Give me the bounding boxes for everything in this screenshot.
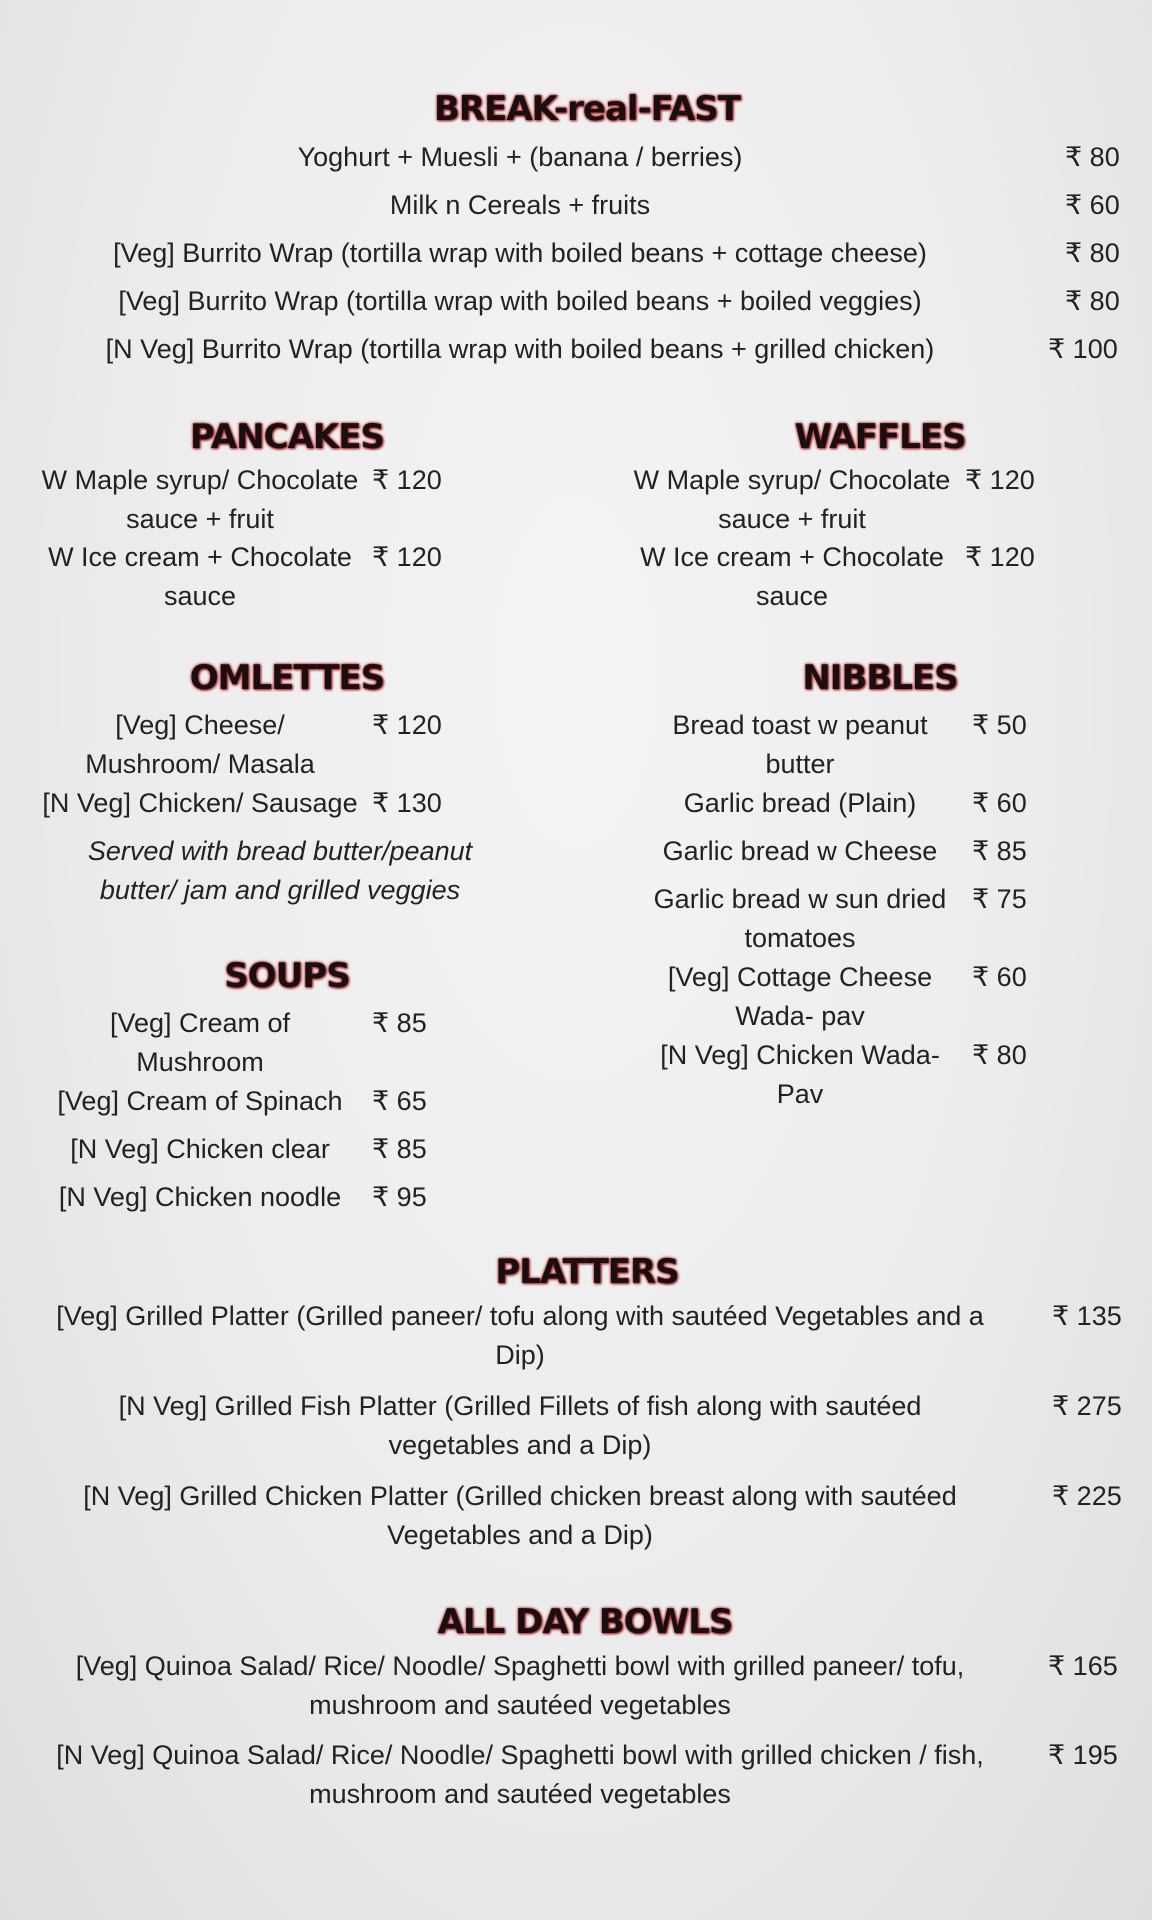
nibbles-item-name: [N Veg] Chicken Wada- Pav <box>660 1040 940 1109</box>
breakfast-item-name: [Veg] Burrito Wrap (tortilla wrap with boiled beans + boiled veggies) <box>118 286 922 316</box>
nibbles-item-name: [Veg] Cottage Cheese Wada- pav <box>667 962 933 1031</box>
nibbles-item-name: Garlic bread w sun dried tomatoes <box>653 884 947 953</box>
breakfast-item-name: Yoghurt + Muesli + (banana / berries) <box>297 142 743 172</box>
soups-item-price: ₹ 65 <box>372 1086 427 1116</box>
soups-item-price: ₹ 85 <box>372 1134 427 1164</box>
omlettes-item-price: ₹ 130 <box>372 788 442 818</box>
platters-item-name: [N Veg] Grilled Fish Platter (Grilled Fillets of fish along with sautéed vegetables and a Dip) <box>118 1391 922 1460</box>
breakfast-item-price: ₹ 80 <box>1065 238 1120 268</box>
nibbles-item-price: ₹ 80 <box>972 1040 1027 1070</box>
nibbles-item-price: ₹ 85 <box>972 836 1027 866</box>
pancakes-heading: PANCAKES <box>190 417 384 457</box>
soups-item-name: [N Veg] Chicken noodle <box>58 1182 342 1212</box>
breakfast-heading: BREAK-real-FAST <box>434 89 740 129</box>
waffles-item-price: ₹ 120 <box>965 465 1035 495</box>
pancakes-item-name: W Ice cream + Chocolate sauce <box>48 542 352 611</box>
soups-heading: SOUPS <box>224 956 350 996</box>
nibbles-item-name: Garlic bread (Plain) <box>683 788 917 818</box>
pancakes-item-price: ₹ 120 <box>372 465 442 495</box>
nibbles-heading: NIBBLES <box>802 658 958 698</box>
platters-item-price: ₹ 275 <box>1052 1391 1122 1421</box>
soups-item-price: ₹ 95 <box>372 1182 427 1212</box>
bowls-item-name: [N Veg] Quinoa Salad/ Rice/ Noodle/ Spaghetti bowl with grilled chicken / fish, mushroom and sautéed vegetables <box>56 1740 984 1809</box>
soups-item-price: ₹ 85 <box>372 1008 427 1038</box>
omlettes-heading: OMLETTES <box>189 658 385 698</box>
omlettes-item-name: [Veg] Cheese/ Mushroom/ Masala <box>85 710 315 779</box>
pancakes-item-name: W Maple syrup/ Chocolate sauce + fruit <box>41 465 359 534</box>
omlettes-note: Served with bread butter/peanut butter/ jam and grilled veggies <box>87 836 473 905</box>
platters-heading: PLATTERS <box>495 1252 679 1292</box>
nibbles-item-price: ₹ 50 <box>972 710 1027 740</box>
waffles-heading: WAFFLES <box>794 417 966 457</box>
waffles-item-name: W Ice cream + Chocolate sauce <box>640 542 944 611</box>
omlettes-item-name: [N Veg] Chicken/ Sausage <box>42 788 358 818</box>
breakfast-item-price: ₹ 60 <box>1065 190 1120 220</box>
nibbles-item-price: ₹ 60 <box>972 962 1027 992</box>
platters-item-name: [N Veg] Grilled Chicken Platter (Grilled chicken breast along with sautéed Vegetables and a Dip) <box>83 1481 957 1550</box>
soups-item-name: [Veg] Cream of Spinach <box>57 1086 343 1116</box>
bowls-item-price: ₹ 195 <box>1048 1740 1118 1770</box>
soups-item-name: [Veg] Cream of Mushroom <box>109 1008 291 1077</box>
pancakes-item-price: ₹ 120 <box>372 542 442 572</box>
platters-item-price: ₹ 135 <box>1052 1301 1122 1331</box>
breakfast-item-price: ₹ 100 <box>1048 334 1118 364</box>
breakfast-item-name: [Veg] Burrito Wrap (tortilla wrap with boiled beans + cottage cheese) <box>113 238 927 268</box>
breakfast-item-price: ₹ 80 <box>1065 286 1120 316</box>
waffles-item-price: ₹ 120 <box>965 542 1035 572</box>
platters-item-name: [Veg] Grilled Platter (Grilled paneer/ tofu along with sautéed Vegetables and a Dip) <box>56 1301 984 1370</box>
breakfast-item-name: Milk n Cereals + fruits <box>389 190 651 220</box>
bowls-item-price: ₹ 165 <box>1048 1651 1118 1681</box>
nibbles-item-price: ₹ 75 <box>972 884 1027 914</box>
platters-item-price: ₹ 225 <box>1052 1481 1122 1511</box>
bowls-item-name: [Veg] Quinoa Salad/ Rice/ Noodle/ Spaghetti bowl with grilled paneer/ tofu, mushroom and sautéed vegetables <box>75 1651 965 1720</box>
bowls-heading: ALL DAY BOWLS <box>437 1602 733 1642</box>
nibbles-item-name: Garlic bread w Cheese <box>662 836 938 866</box>
omlettes-item-price: ₹ 120 <box>372 710 442 740</box>
nibbles-item-price: ₹ 60 <box>972 788 1027 818</box>
soups-item-name: [N Veg] Chicken clear <box>70 1134 330 1164</box>
breakfast-item-name: [N Veg] Burrito Wrap (tortilla wrap with boiled beans + grilled chicken) <box>105 334 935 364</box>
nibbles-item-name: Bread toast w peanut butter <box>672 710 928 779</box>
waffles-item-name: W Maple syrup/ Chocolate sauce + fruit <box>633 465 951 534</box>
breakfast-item-price: ₹ 80 <box>1065 142 1120 172</box>
